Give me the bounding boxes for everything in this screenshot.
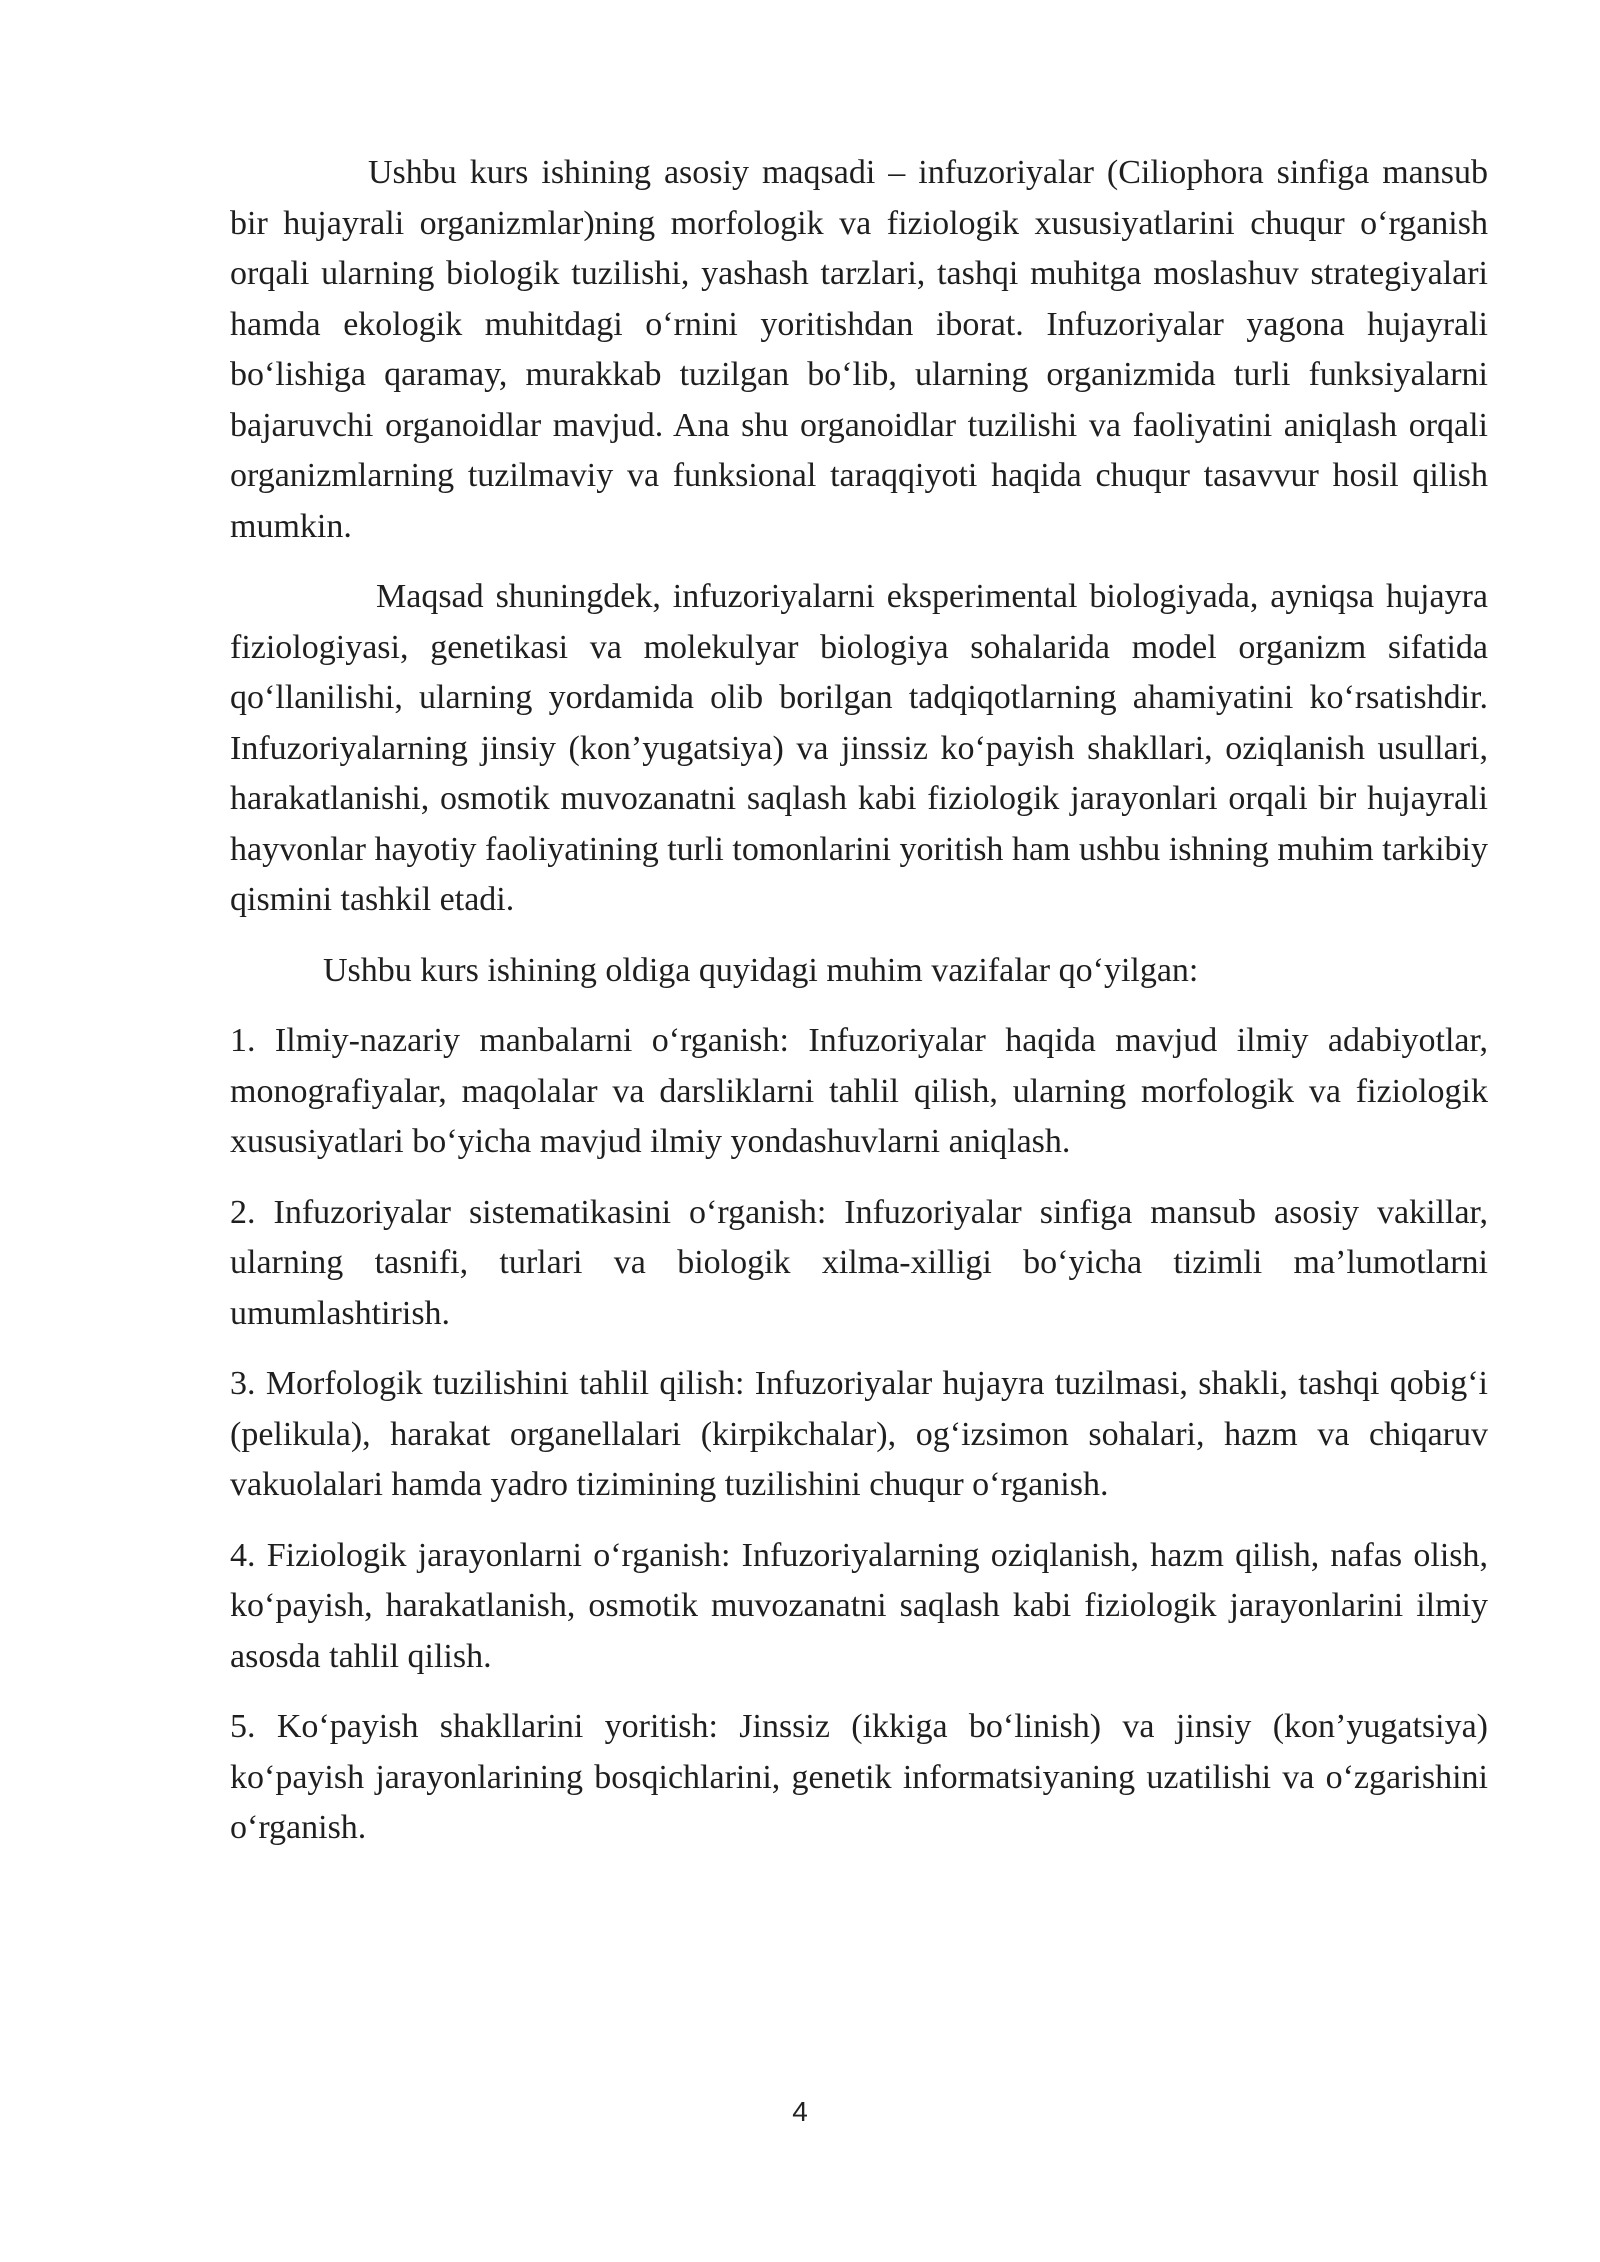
paragraph-purpose-extended: Maqsad shuningdek, infuzoriyalarni eksperimental biologiyada, ayniqsa hujayra fiziologiyasi, genetikasi va molekulyar biologiya sohalarida model organizm sifatida qo‘llanilishi, ularning yordamida olib borilgan tadqiqotlarning ahamiyatini ko‘rsatishdir. Infuzoriyalarning jinsiy (kon’yugatsiya) va jinssiz ko‘payish shakllari, oziqlanish usullari, harakatlanishi, osmotik muvozanatni saqlash kabi fiziologik jarayonlari orqali bir hujayrali hayvonlar hayotiy faoliyatining turli tomonlarini yoritish ham ushbu ishning muhim tarkibiy qismini tashkil etadi. — [230, 578, 1488, 918]
page-number: 4 — [792, 2096, 808, 2127]
task-item-5: 5. Ko‘payish shakllarini yoritish: Jinssiz (ikkiga bo‘linish) va jinsiy (kon’yugatsiya) ko‘payish jarayonlarining bosqichlarini, genetik informatsiyaning uzatilishi va o‘zgarishini o‘rganish. — [230, 1708, 1488, 1846]
paragraph-tasks-intro: Ushbu kurs ishining oldiga quyidagi muhim vazifalar qo‘yilgan: — [323, 951, 1199, 989]
task-item-4: 4. Fiziologik jarayonlarni o‘rganish: Infuzoriyalarning oziqlanish, hazm qilish, nafas olish, ko‘payish, harakatlanish, osmotik muvozanatni saqlash kabi fiziologik jarayonlarini ilmiy asosda tahlil qilish. — [230, 1536, 1488, 1675]
task-item-1: 1. Ilmiy-nazariy manbalarni o‘rganish: Infuzoriyalar haqida mavjud ilmiy adabiyotlar, monografiyalar, maqolalar va darsliklarni tahlil qilish, ularning morfologik va fiziologik xususiyatlari bo‘yicha mavjud ilmiy yondashuvlarni aniqlash. — [230, 1022, 1488, 1160]
document-body — [230, 148, 1488, 1874]
task-item-3: 3. Morfologik tuzilishini tahlil qilish: Infuzoriyalar hujayra tuzilmasi, shakli, tashqi qobig‘i (pelikula), harakat organellalari (kirpikchalar), og‘izsimon sohalari, hazm va chiqaruv vakuolalari hamda yadro tizimining tuzilishini chuqur o‘rganish. — [230, 1365, 1488, 1503]
paragraph-purpose: Ushbu kurs ishining asosiy maqsadi – infuzoriyalar (Ciliophora sinfiga mansub bir hujayrali organizmlar)ning morfologik va fiziologik xususiyatlarini chuqur o‘rganish orqali ularning biologik tuzilishi, yashash tarzlari, tashqi muhitga moslashuv strategiyalari hamda ekologik muhitdagi o‘rnini yoritishdan iborat. Infuzoriyalar yagona hujayrali bo‘lishiga qaramay, murakkab tuzilgan bo‘lib, ularning organizmida turli funksiyalarni bajaruvchi organoidlar mavjud. Ana shu organoidlar tuzilishi va faoliyatini aniqlash orqali organizmlarning tuzilmaviy va funksional taraqqiyoti haqida chuqur tasavvur hosil qilish mumkin. — [230, 154, 1488, 545]
task-item-2: 2. Infuzoriyalar sistematikasini o‘rganish: Infuzoriyalar sinfiga mansub asosiy vakillar, ularning tasnifi, turlari va biologik xilma-xilligi bo‘yicha tizimli ma’lumotlarni umumlashtirish. — [230, 1193, 1488, 1332]
